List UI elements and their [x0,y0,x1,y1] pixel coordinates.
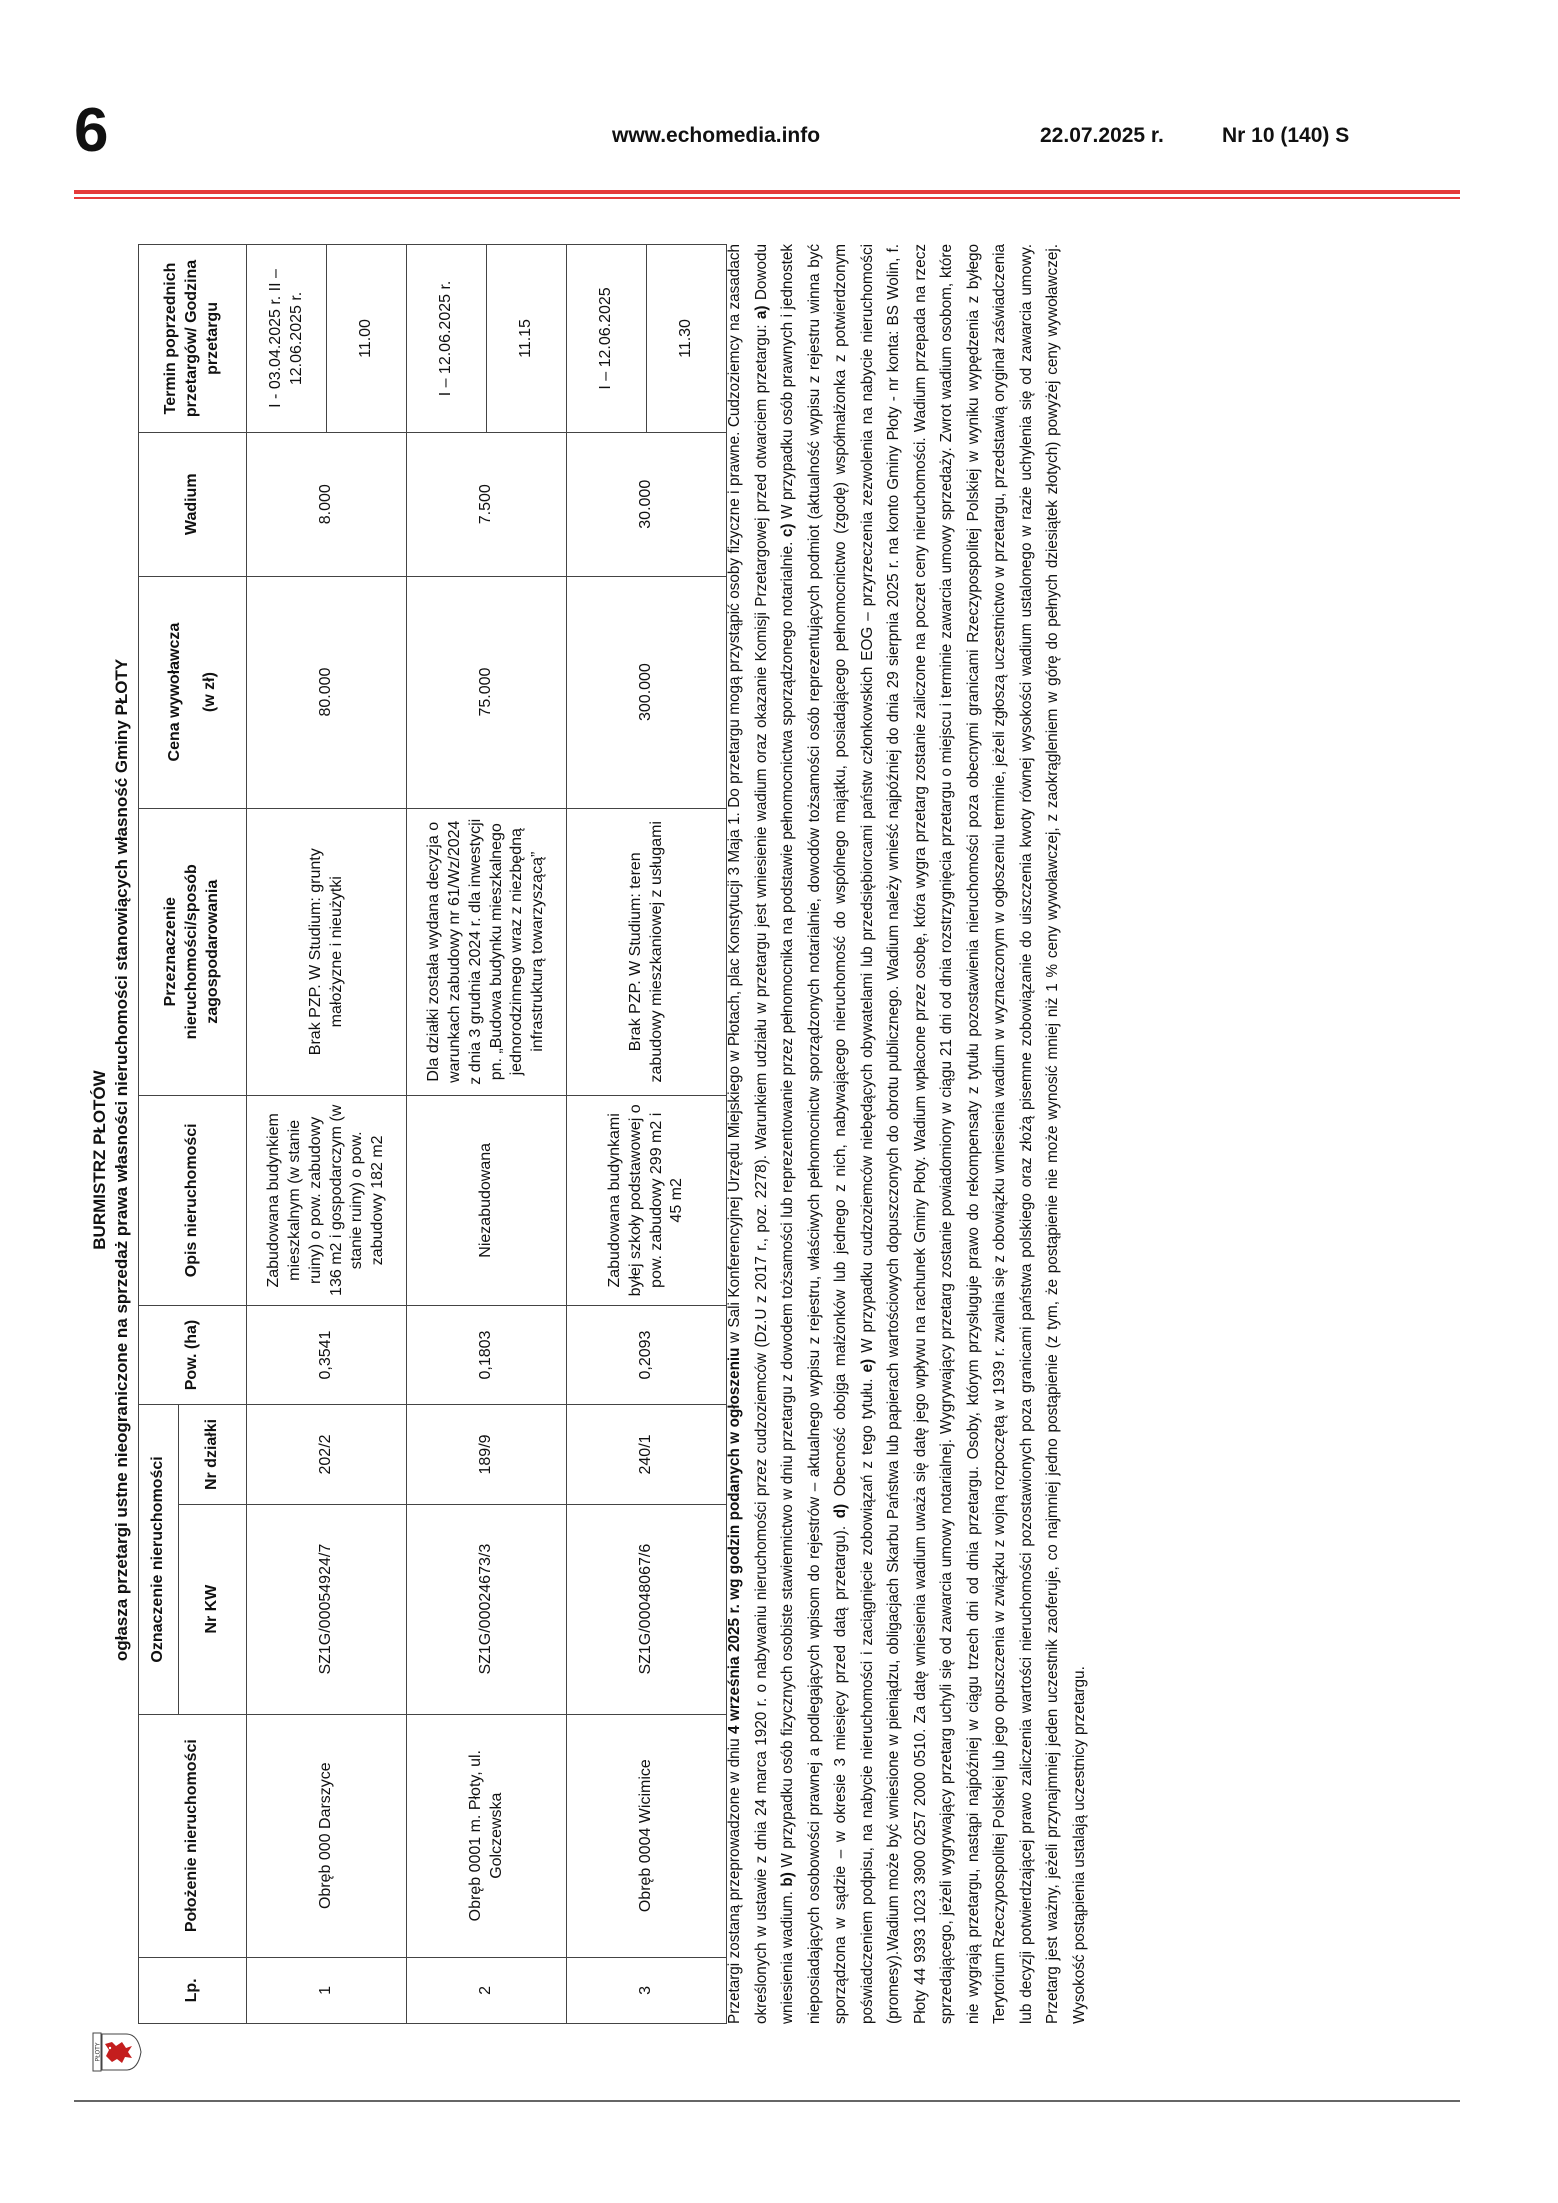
properties-table [138,244,727,2024]
page-header [0,0,1558,210]
body-d-text: Obecność obojga małżonków lub jednego z nich, nabywającego nieruchomość do wspólnego majątku, posiadającego pełnomocnictwo (zgodę) współmałżonka z potwierdzonym poświadczeniem podpisu, na nabycie nieruchomości i zaciągnięcie zobowiązań z tego tytułu. [832,244,876,2024]
header-price [139,576,247,808]
notice-title: BURMISTRZ PŁOTÓW [90,1070,109,1250]
cell-area: 0,1803 [407,1305,567,1404]
cell-terms [407,245,567,433]
cell-area: 0,3541 [247,1305,407,1404]
notice-subtitle: ogłasza przetargi ustne nieograniczone na sprzedaż prawa własności nieruchomości stanowiących własność Gminy PŁOTY [112,658,131,1662]
header-description: Opis nieruchomości [139,1095,247,1305]
header-price-line1: Cena wywoławcza [165,622,183,762]
body-e-label: e) [858,1358,876,1373]
cell-description: Zabudowana budynkiem mieszkalnym (w stanie ruiny) o pow. zabudowy 136 m2 i gospodarczym (w stanie ruiny) o pow. zabudowy 182 m2 [247,1095,407,1305]
cell-plot: 189/9 [407,1405,567,1504]
cell-prev-terms: I – 12.06.2025 r. [437,280,455,397]
header-plot: Nr działki [179,1405,247,1504]
cell-description: Niezabudowana [407,1095,567,1305]
cell-terms [567,245,727,433]
cell-lp: 1 [247,1957,407,2023]
body-b-text: W przypadku osób fizycznych osobiste stawiennictwo w dniu przetargu z dowodem tożsamości lub reprezentowanie przez pełnomocnika na podstawie pełnomocnictwa sporządzonego notarialnie. [779,537,796,1873]
cell-hour: 11.30 [646,245,726,432]
notice-body [722,244,1093,2024]
header-purpose: Przeznaczenie nieruchomości/sposób zagospodarowania [139,808,247,1095]
issue-number: Nr 10 (140) S [1222,124,1350,147]
body-date-bold: 4 września 2025 r. wg godzin podanych w ogłoszeniu [726,1347,743,1734]
body-c-label: c) [779,523,796,538]
website: www.echomedia.info [612,124,821,147]
body-conditions: w Sali Konferencyjnej Urzędu Miejskiego w Płotach, plac Konstytucji 3 Maja 1. Do przetargu mogą przystąpić osoby fizyczne i prawne. Cudzoziemcy na zasadach określonych w ustawie z dnia 24 marca 1920 r. o nabywaniu nieruchomości przez cudzoziemców (Dz.U z 2017 r., poz. 2278). Warunkiem udziału w przetargu jest wniesienie wadium oraz okazanie Komisji Przetargowej przed otwarciem przetargu: [726,244,770,2024]
issue-date: 22.07.2025 r. [1040,124,1164,147]
header-designation: Oznaczenie nieruchomości [139,1405,179,1714]
body-a-label: a) [752,305,770,320]
cell-lp: 2 [407,1957,567,2023]
body-c-text: W przypadku osób prawnych i jednostek nieposiadających osobowości prawnej a podlegających wpisom do rejestrów – aktualnego wypisu z rejestru, właściwych pełnomocnictw sporządzonych notarialnie, dowodów tożsamości osób reprezentujących podmiot (aktualność wypisu z rejestru winna być sporządzona w sądzie – w okresie 3 miesięcy przed datą przetargu). [779,244,849,2024]
cell-location: Obręb 000 Darszyce [247,1714,407,1957]
header-kw: Nr KW [179,1504,247,1714]
cell-plot: 240/1 [567,1405,727,1504]
table-row [407,245,567,2024]
body-a-text: Dowodu wniesienia wadium. [752,244,796,2024]
cell-kw: SZ1G/00054924/7 [247,1504,407,1714]
cell-hour: 11.15 [486,245,566,432]
header-rule [74,190,1460,194]
cell-terms [247,245,407,433]
cell-deposit: 30.000 [567,432,727,576]
cell-price: 75.000 [407,576,567,808]
cell-purpose: Brak PZP. W Studium: teren zabudowy mieszkaniowej z usługami [567,808,727,1095]
table-row [567,245,727,2024]
cell-deposit: 8.000 [247,432,407,576]
table-row [247,245,407,2024]
cell-purpose: Brak PZP. W Studium: grunty małożyzne i nieużytki [247,808,407,1095]
cell-kw: SZ1G/00048067/6 [567,1504,727,1714]
cell-plot: 202/2 [247,1405,407,1504]
cell-area: 0,2093 [567,1305,727,1404]
cell-prev-terms: I – 12.06.2025 [597,287,615,390]
cell-location: Obręb 0001 m. Płoty, ul. Golczewska [407,1714,567,1957]
body-d-label: d) [832,1503,849,1519]
header-deposit: Wadium [139,432,247,576]
crest-text: PŁOTY [94,2042,102,2062]
body-intro: Przetargi zostaną przeprowadzone w dniu [726,1733,743,2024]
header-lp: Lp. [139,1957,247,2023]
body-b-label: b) [779,1872,796,1887]
notice-content [82,240,1382,2080]
cell-purpose: Dla działki została wydana decyzja o warunkach zabudowy nr 61/Wz/2024 z dnia 3 grudnia 2024 r. dla inwestycji pn. „Budowa budynku mieszkalnego jednorodzinnego wraz z niezbędną infrastrukturą towarzyszącą” [407,808,567,1095]
cell-description: Zabudowana budynkami byłej szkoły podstawowej o pow. zabudowy 299 m2 i 45 m2 [567,1095,727,1305]
cell-lp: 3 [567,1957,727,2023]
cell-price: 80.000 [247,576,407,808]
header-rule-thin [74,197,1460,199]
header-location: Położenie nieruchomości [139,1714,247,1957]
body-e-text: W przypadku cudzoziemców niebędących obywatelami lub przedsiębiorcami państw członkowskich EOG – przyrzeczenia zezwolenia na nabycie nieruchomości (promesy).Wadium może być wniesione w pieniądzu, obligacjach Skarbu Państwa lub papierach wartościowych dopuszczonych do obrotu publicznego. Wadium należy wnieść najpóźniej do dnia 29 sierpnia 2025 r. na konto Gminy Płoty - nr konta: BS Wolin, f. Płoty 44 9393 1023 3900 0257 2000 0510. Za datę wniesienia wadium uważa się datę jego wpływu na rachunek Gminy Płoty. Wadium wpłacone przez osobę, która wygra przetarg zostanie zaliczone na poczet ceny nieruchomości. Wadium przepada na rzecz sprzedającego, jeżeli wygrywający przetarg uchyli się od zawarcia umowy notarialnej. Wygrywający przetarg zostanie powiadomiony w ciągu 21 dni od dnia rozstrzygnięcia przetargu o miejscu i terminie zawarcia umowy sprzedaży. Zwrot wadium osobom, które nie wygrają przetargu, nastąpi najpóźniej w ciągu trzech dni od dnia przetargu. Osoby, którym przysługuje prawo do rekompensaty z tytułu pozostawienia nieruchomości poza obecnymi granicami Rzeczypospolitej Polskiej w wyniku wypędzenia z byłego Terytorium Rzeczypospolitej Polskiej lub jego opuszczenia w związku z wojną rozpoczętą w 1939 r. zwalnia się z obowiązku wniesienia wadium w wyznaczonym w ogłoszeniu terminie, jeżeli zgłoszą uczestnictwo w przetargu, przedstawią oryginał zaświadczenia lub decyzji potwierdzającej prawo zaliczenia wartości nieruchomości pozostawionych poza granicami państwa polskiego oraz złożą pisemne zobowiązanie do uiszczenia kwoty równej wysokości wadium ustalonego w razie uchylenia się od zawarcia umowy. Przetarg jest ważny, jeżeli przynajmniej jeden uczestnik zaoferuje, co najmniej jedno postąpienie (z tym, że postąpienie nie może wynosić mniej niż 1 % ceny wywoławczej, z zaokrągleniem w górę do pełnych dziesiątek złotych) powyżej ceny wywoławczej. Wysokość postąpienia ustalają uczestnicy przetargu. [858,243,1088,2024]
cell-hour: 11.00 [326,245,406,432]
cell-location: Obręb 0004 Wicimice [567,1714,727,1957]
cell-kw: SZ1G/00024673/3 [407,1504,567,1714]
footer-rule [74,2100,1460,2102]
header-price-line2: (w zł) [200,672,218,713]
header-area: Pow. (ha) [139,1305,247,1404]
cell-price: 300.000 [567,576,727,808]
page-number: 6 [74,96,109,165]
cell-deposit: 7.500 [407,432,567,576]
header-terms: Termin poprzednich przetargów/ Godzina przetargu [139,245,247,433]
cell-prev-terms: I - 03.04.2025 r. II – 12.06.2025 r. [266,269,305,408]
